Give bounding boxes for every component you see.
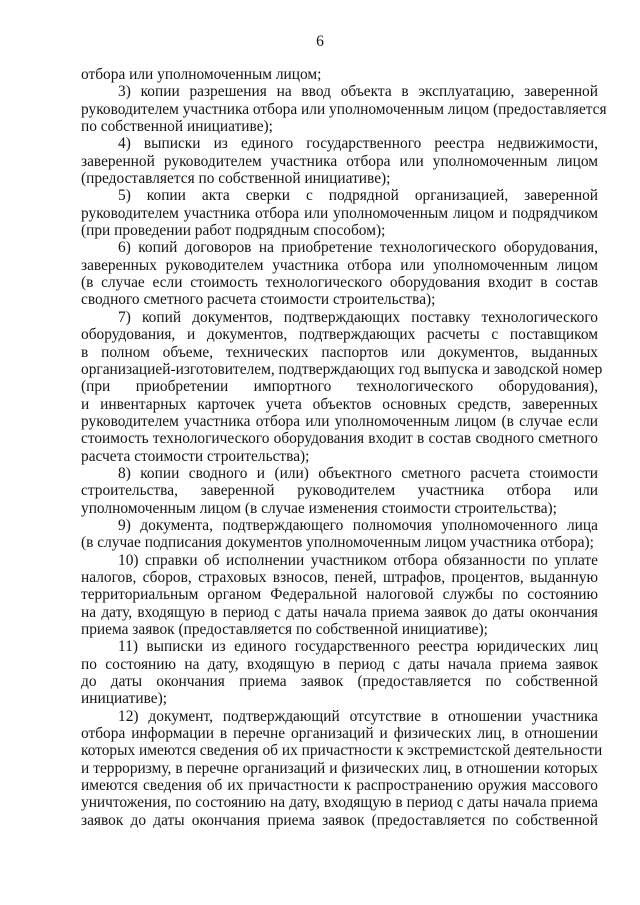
- text-line: до даты окончания приема заявок (предоставляется по собственной: [81, 673, 598, 691]
- text-line: по состоянию на дату, входящую в период с даты начала приема заявок: [81, 655, 598, 673]
- text-line: 4) выписки из единого государственного реестра недвижимости,: [118, 135, 598, 153]
- text-line: 12) документ, подтверждающий отсутствие в отношении участника: [118, 707, 598, 725]
- text-line: (в случае подписания документов уполномоченным лицом участника отбора);: [81, 534, 594, 552]
- text-line: руководителем участника отбора или уполномоченным лицом (предоставляется: [81, 100, 607, 118]
- text-line: уполномоченным лицом (в случае изменения стоимости строительства);: [81, 499, 557, 517]
- text-line: (предоставляется по собственной инициативе);: [81, 170, 391, 188]
- text-line: заверенных руководителем участника отбора или уполномоченным лицом: [81, 256, 598, 274]
- text-line: и терроризму, в перечне организаций и физических лиц, в отношении которых: [81, 759, 598, 777]
- text-line: инициативе);: [81, 690, 167, 708]
- page-number: 6: [316, 33, 324, 50]
- text-line: 5) копии акта сверки с подрядной организацией, заверенной: [118, 187, 598, 205]
- text-line: строительства, заверенной руководителем участника отбора или: [81, 482, 598, 500]
- text-line: на дату, входящую в период с даты начала приема заявок до даты окончания: [81, 603, 598, 621]
- text-line: оборудования, и документов, подтверждающих расчеты с поставщиком: [81, 326, 598, 344]
- text-line: имеются сведения об их причастности к распространению оружия массового: [81, 777, 598, 795]
- text-line: 11) выписки из единого государственного реестра юридических лиц: [118, 638, 598, 656]
- text-line: 8) копии сводного и (или) объектного сметного расчета стоимости: [118, 464, 598, 482]
- text-line: налогов, сборов, страховых взносов, пеней, штрафов, процентов, выданную: [81, 568, 598, 586]
- text-line: руководителем участника отбора или уполномоченным лицом и подрядчиком: [81, 204, 598, 222]
- text-line: в полном объеме, технических паспортов или документов, выданных: [81, 343, 598, 361]
- text-line: которых имеются сведения об их причастности к экстремистской деятельности: [81, 742, 603, 760]
- text-line: отбора информации в перечне организаций и физических лиц, в отношении: [81, 725, 598, 743]
- text-line: (при проведении работ подрядным способом);: [81, 222, 386, 240]
- text-line: уничтожения, по состоянию на дату, входящую в период с даты начала приема: [81, 794, 598, 812]
- text-line: заверенной руководителем участника отбора или уполномоченным лицом: [81, 152, 598, 170]
- text-line: расчета стоимости строительства);: [81, 447, 310, 465]
- text-line: заявок до даты окончания приема заявок (предоставляется по собственной: [81, 811, 598, 829]
- text-line: 7) копий документов, подтверждающих поставку технологического: [118, 308, 598, 326]
- text-line: сводного сметного расчета стоимости строительства);: [81, 291, 436, 309]
- text-line: территориальным органом Федеральной налоговой службы по состоянию: [81, 586, 598, 604]
- text-line: руководителем участника отбора или уполномоченным лицом (в случае если: [81, 412, 598, 430]
- text-line: 9) документа, подтверждающего полномочия уполномоченного лица: [118, 516, 598, 534]
- text-line: (при приобретении импортного технологического оборудования),: [81, 378, 598, 396]
- text-line: по собственной инициативе);: [81, 118, 273, 136]
- text-line: стоимость технологического оборудования входит в состав сводного сметного: [81, 430, 598, 448]
- text-line: и инвентарных карточек учета объектов основных средств, заверенных: [81, 395, 598, 413]
- text-line: 10) справки об исполнении участником отбора обязанности по уплате: [118, 551, 598, 569]
- text-line: приема заявок (предоставляется по собственной инициативе);: [81, 621, 488, 638]
- text-line: организацией-изготовителем, подтверждающих год выпуска и заводской номер: [81, 360, 603, 378]
- text-line: 3) копии разрешения на ввод объекта в эксплуатацию, заверенной: [118, 83, 598, 101]
- document-body: [81, 66, 607, 829]
- text-line: 6) копий договоров на приобретение технологического оборудования,: [118, 239, 598, 257]
- text-line: отбора или уполномоченным лицом;: [81, 66, 322, 83]
- text-line: (в случае если стоимость технологического оборудования входит в состав: [81, 274, 598, 292]
